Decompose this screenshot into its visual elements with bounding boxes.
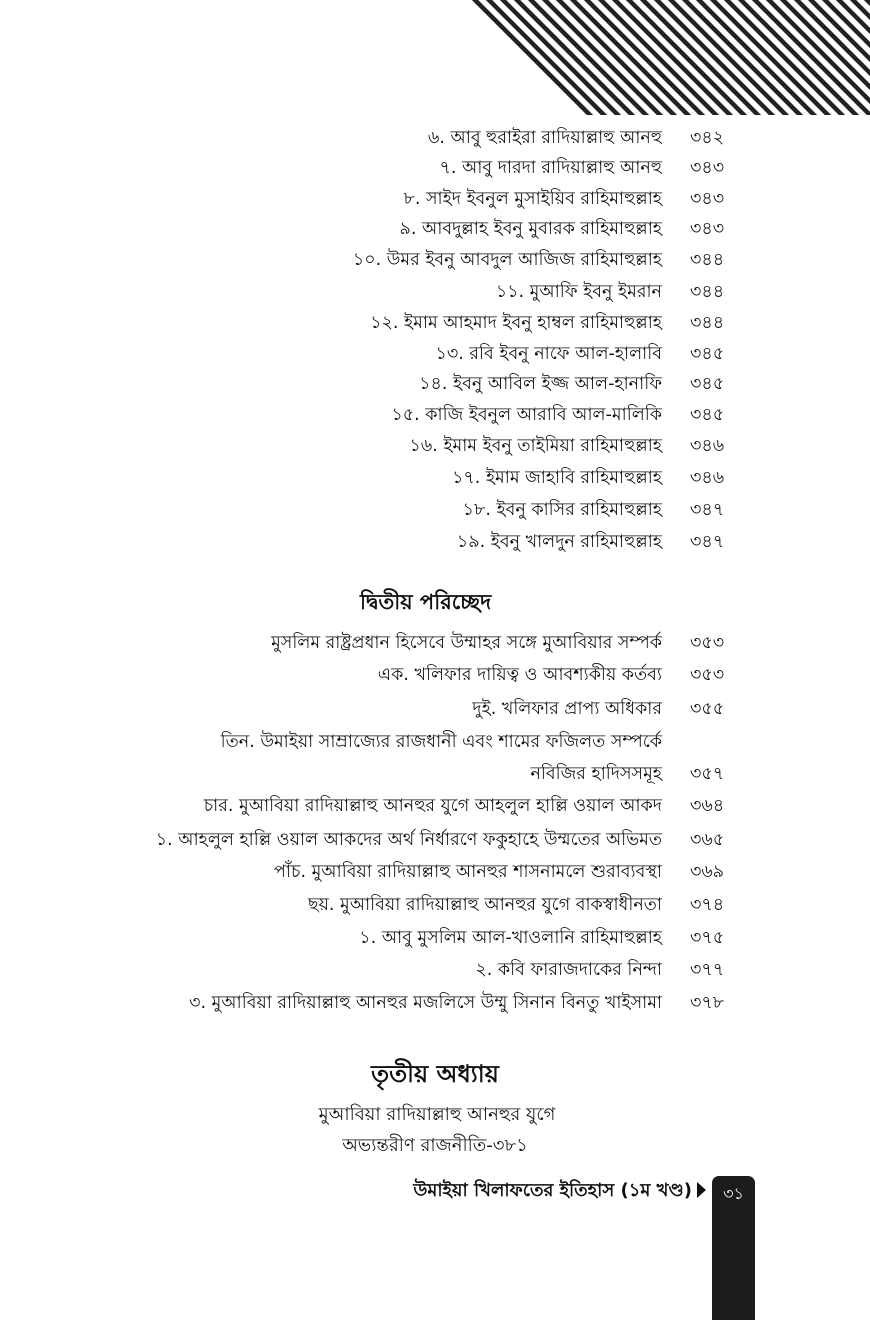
toc-page-number: ৩৪৫ xyxy=(690,405,725,425)
toc-page-number: ৩৪২ xyxy=(690,128,725,148)
toc-row[interactable] xyxy=(0,955,870,985)
toc-row[interactable] xyxy=(0,400,870,430)
toc-entry-title: ৬. আবু হুরাইরা রাদিয়াল্লাহু আনহু xyxy=(427,128,662,148)
toc-page-number: ৩৫৩ xyxy=(690,665,725,685)
toc-row[interactable] xyxy=(0,214,870,244)
toc-page-number: ৩৪৬ xyxy=(690,468,725,488)
toc-row[interactable] xyxy=(0,759,870,789)
toc-entry-title: ১৮. ইবনু কাসির রাহিমাহুল্লাহ xyxy=(462,500,662,520)
toc-page-number: ৩৪৩ xyxy=(690,219,725,239)
toc-entry-title: ১৭. ইমাম জাহাবি রাহিমাহুল্লাহ xyxy=(452,468,662,488)
toc-row[interactable] xyxy=(0,527,870,557)
toc-row[interactable] xyxy=(0,923,870,953)
toc-entry-title: ১৪. ইবনু আবিল ইজ্জ আল-হানাফি xyxy=(419,374,662,394)
toc-row[interactable] xyxy=(0,628,870,658)
toc-page-number: ৩৬৫ xyxy=(690,830,725,850)
toc-row[interactable] xyxy=(0,495,870,525)
toc-row[interactable] xyxy=(0,153,870,183)
toc-row[interactable] xyxy=(0,694,870,724)
toc-row[interactable] xyxy=(0,857,870,887)
toc-entry-title: ১. আবু মুসলিম আল-খাওলানি রাহিমাহুল্লাহ xyxy=(359,928,662,948)
toc-entry-title: তিন. উমাইয়া সাম্রাজ্যের রাজধানী এবং শামের ফজিলত সম্পর্কে xyxy=(220,732,662,752)
toc-page-number: ৩৪৩ xyxy=(690,158,725,178)
toc-page-number: ৩৫৫ xyxy=(690,699,725,719)
toc-entry-title: নবিজির হাদিসসমূহ xyxy=(530,764,662,784)
toc-row[interactable] xyxy=(0,184,870,214)
page-number-tab xyxy=(712,1176,755,1320)
toc-row[interactable] xyxy=(0,245,870,275)
toc-entry-title: ছয়. মুআবিয়া রাদিয়াল্লাহু আনহুর যুগে বাকস্বাধীনতা xyxy=(307,895,662,915)
toc-page-number: ৩৪৪ xyxy=(690,250,725,270)
toc-row[interactable] xyxy=(0,890,870,920)
toc-row[interactable] xyxy=(0,988,870,1018)
toc-page-number: ৩৭৭ xyxy=(690,960,725,980)
toc-entry-title: ১৯. ইবনু খালদুন রাহিমাহুল্লাহ xyxy=(456,532,662,552)
corner-stripe-decoration xyxy=(470,0,870,115)
toc-entry-title: দুই. খলিফার প্রাপ্য অধিকার xyxy=(472,699,662,719)
toc-entry-title: ২. কবি ফারাজদাকের নিন্দা xyxy=(475,960,662,980)
chapter3-subtitle-line1: মুআবিয়া রাদিয়াল্লাহু আনহুর যুগে xyxy=(318,1104,556,1125)
toc-page-number: ৩৫৭ xyxy=(690,764,725,784)
chapter3-heading: তৃতীয় অধ্যায় xyxy=(371,1060,499,1088)
toc-page-number: ৩৪৪ xyxy=(690,282,725,302)
toc-page-number: ৩৪৫ xyxy=(690,344,725,364)
toc-row[interactable] xyxy=(0,369,870,399)
toc-entry-title: ১. আহলুল হাল্লি ওয়াল আকদের অর্থ নির্ধারণে ফকুহাহে উম্মতের অভিমত xyxy=(155,830,662,850)
page-number: ৩১ xyxy=(723,1184,744,1203)
chapter3-subtitle-line2: অভ্যন্তরীণ রাজনীতি-৩৮১ xyxy=(342,1135,528,1156)
toc-entry-title: ১৫. কাজি ইবনুল আরাবি আল-মালিকি xyxy=(391,405,662,425)
toc-page-number: ৩৪৫ xyxy=(690,374,725,394)
toc-entry-title: ১৬. ইমাম ইবনু তাইমিয়া রাহিমাহুল্লাহ xyxy=(409,436,662,456)
toc-page-number: ৩৭৮ xyxy=(690,993,725,1013)
toc-entry-title: পাঁচ. মুআবিয়া রাদিয়াল্লাহু আনহুর শাসনামলে শুরাব্যবস্থা xyxy=(274,862,662,882)
chapter2-heading: দ্বিতীয় পরিচ্ছেদ xyxy=(360,590,492,614)
toc-row[interactable] xyxy=(0,277,870,307)
toc-row[interactable] xyxy=(0,660,870,690)
toc-row[interactable] xyxy=(0,825,870,855)
toc-page-number: ৩৬৯ xyxy=(690,862,725,882)
toc-entry-title: ১২. ইমাম আহমাদ ইবনু হাম্বল রাহিমাহুল্লাহ xyxy=(370,313,662,333)
toc-entry-title: ১৩. রবি ইবনু নাফে আল-হালাবি xyxy=(435,344,662,364)
toc-entry-title: ১১. মুআফি ইবনু ইমরান xyxy=(495,282,662,302)
toc-row[interactable] xyxy=(0,339,870,369)
toc-entry-title: ৭. আবু দারদা রাদিয়াল্লাহু আনহু xyxy=(439,158,662,178)
toc-row[interactable] xyxy=(0,308,870,338)
toc-row[interactable] xyxy=(0,791,870,821)
toc-entry-title: এক. খলিফার দায়িত্ব ও আবশ্যকীয় কর্তব্য xyxy=(377,665,662,685)
book-title-footer: উমাইয়া খিলাফতের ইতিহাস (১ম খণ্ড) xyxy=(413,1180,692,1201)
toc-entry-title: মুসলিম রাষ্ট্রপ্রধান হিসেবে উম্মাহর সঙ্গে মুআবিয়ার সম্পর্ক xyxy=(271,633,662,653)
toc-page-number: ৩৫৩ xyxy=(690,633,725,653)
toc-row[interactable] xyxy=(0,431,870,461)
toc-row[interactable] xyxy=(0,463,870,493)
toc-page-number: ৩৭৪ xyxy=(690,895,725,915)
toc-entry-title: ৮. সাইদ ইবনুল মুসাইয়িব রাহিমাহুল্লাহ xyxy=(403,189,662,209)
toc-page-number: ৩৪৪ xyxy=(690,313,725,333)
toc-row[interactable] xyxy=(0,727,870,757)
triangle-right-icon xyxy=(697,1182,706,1198)
toc-row[interactable] xyxy=(0,123,870,153)
toc-entry-title: ১০. উমর ইবনু আবদুল আজিজ রাহিমাহুল্লাহ xyxy=(352,250,662,270)
toc-page-number: ৩৪৭ xyxy=(690,532,725,552)
toc-page-number: ৩৪৭ xyxy=(690,500,725,520)
toc-entry-title: ৯. আবদুল্লাহ ইবনু মুবারক রাহিমাহুল্লাহ xyxy=(399,219,662,239)
toc-entry-title: ৩. মুআবিয়া রাদিয়াল্লাহু আনহুর মজলিসে উম্মু সিনান বিনতু খাইসামা xyxy=(189,993,662,1013)
toc-page-number: ৩৭৫ xyxy=(690,928,725,948)
toc-page-number: ৩৬৪ xyxy=(690,796,725,816)
toc-page-number: ৩৪৩ xyxy=(690,189,725,209)
toc-page-number: ৩৪৬ xyxy=(690,436,725,456)
toc-entry-title: চার. মুআবিয়া রাদিয়াল্লাহু আনহুর যুগে আহলুল হাল্লি ওয়াল আকদ xyxy=(203,796,662,816)
